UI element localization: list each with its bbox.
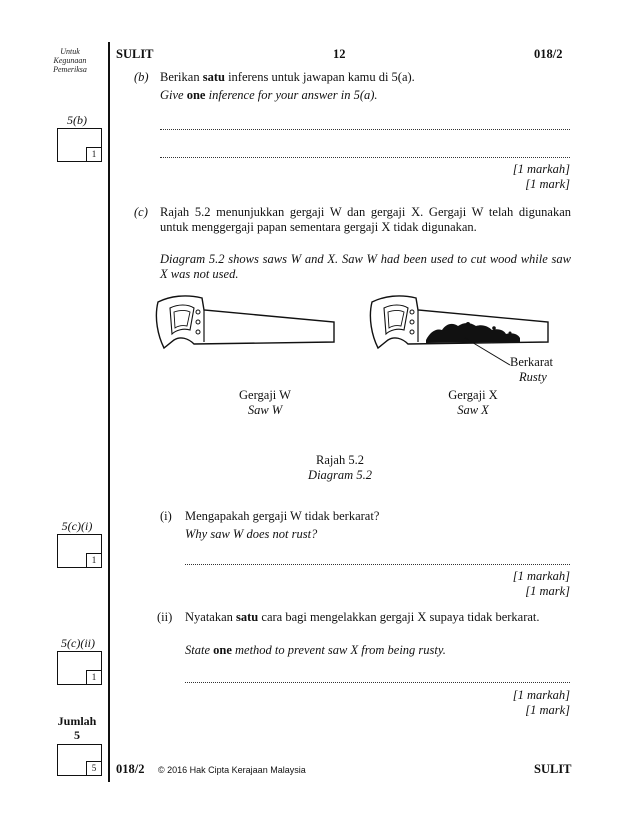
diagram-caption-english: Diagram 5.2	[308, 468, 372, 482]
paper-code: 018/2	[534, 47, 563, 61]
footer-copyright: © 2016 Hak Cipta Kerajaan Malaysia	[158, 765, 306, 775]
part-b-label: (b)	[134, 70, 149, 84]
q5cii-max-mark: 1	[86, 670, 101, 684]
q5b-max-mark: 1	[86, 147, 101, 161]
part-b-english-bold: one	[186, 88, 206, 102]
part-b-marks-malay: [1 markah]	[512, 162, 570, 176]
saw-w-label-malay: Gergaji W	[239, 388, 291, 402]
part-b-malay	[160, 70, 415, 85]
part-ci-english: Why saw W does not rust?	[185, 527, 318, 541]
part-ci-label: (i)	[160, 509, 172, 523]
examiner-use-line: Pemeriksa	[53, 65, 87, 74]
part-cii-malay-post: cara bagi mengelakkan gergaji X supaya tidak berkarat.	[258, 610, 540, 624]
q5cii-mark-box	[57, 651, 102, 685]
saw-x-label-english: Saw X	[457, 403, 489, 417]
part-b-english-post: inference for your answer in 5(a).	[205, 88, 378, 102]
part-b-english	[160, 88, 378, 103]
part-cii-answer-line[interactable]	[185, 682, 570, 683]
jumlah-max-mark: 5	[86, 761, 101, 775]
part-b-answer-line[interactable]	[160, 129, 570, 130]
part-b-malay-bold: satu	[202, 70, 225, 84]
part-cii-english-post: method to prevent saw X from being rusty.	[231, 643, 446, 657]
part-b-malay-pre: Berikan	[160, 70, 203, 84]
rust-label-malay: Berkarat	[510, 355, 554, 369]
saw-diagram	[150, 288, 570, 388]
part-c-english: Diagram 5.2 shows saws W and X. Saw W had been used to cut wood while saw X was not used.	[160, 252, 571, 281]
part-cii-english-bold: one	[213, 643, 232, 657]
part-cii-marks-malay: [1 markah]	[512, 688, 570, 702]
margin-divider	[108, 42, 110, 782]
part-b-answer-line[interactable]	[160, 157, 570, 158]
header-sulit: SULIT	[116, 47, 154, 61]
part-b-malay-post: inferens untuk jawapan kamu di 5(a).	[224, 70, 415, 84]
q5ci-max-mark: 1	[86, 553, 101, 567]
page-number: 12	[333, 47, 346, 61]
examiner-use-line: Kegunaan	[53, 56, 87, 65]
examiner-use-line: Untuk	[60, 47, 80, 56]
part-ci-marks-english: [1 mark]	[525, 584, 570, 598]
q5ci-mark-box	[57, 534, 102, 568]
part-cii-malay	[185, 610, 571, 625]
part-b-marks-english: [1 mark]	[525, 177, 570, 191]
part-cii-english	[185, 643, 446, 658]
part-cii-english-pre: State	[185, 643, 214, 657]
part-ci-malay: Mengapakah gergaji W tidak berkarat?	[185, 509, 380, 523]
jumlah-mark-box	[57, 744, 102, 776]
footer-code: 018/2	[116, 762, 145, 776]
part-c-malay: Rajah 5.2 menunjukkan gergaji W dan gergaji X. Gergaji W telah digunakan untuk menggergaji papan sementara gergaji X tidak digunakan.	[160, 205, 571, 234]
part-ci-answer-line[interactable]	[185, 564, 570, 565]
part-b-english-pre: Give	[160, 88, 187, 102]
part-cii-label: (ii)	[157, 610, 173, 624]
saw-w-label-english: Saw W	[247, 403, 283, 417]
q5cii-margin-label: 5(c)(ii)	[61, 636, 95, 650]
jumlah-value: 5	[74, 728, 80, 742]
part-cii-malay-bold: satu	[236, 610, 259, 624]
part-c-label: (c)	[134, 205, 148, 219]
part-cii-marks-english: [1 mark]	[525, 703, 570, 717]
q5b-mark-box	[57, 128, 102, 162]
q5b-margin-label: 5(b)	[67, 113, 87, 127]
examiner-use-label	[40, 47, 100, 74]
q5ci-margin-label: 5(c)(i)	[61, 519, 93, 533]
saw-x-label-malay: Gergaji X	[448, 388, 498, 402]
rust-label-english: Rusty	[519, 370, 547, 384]
part-ci-marks-malay: [1 markah]	[512, 569, 570, 583]
footer-sulit: SULIT	[534, 762, 572, 776]
part-cii-malay-pre: Nyatakan	[185, 610, 237, 624]
diagram-caption-malay: Rajah 5.2	[316, 453, 364, 467]
jumlah-label: Jumlah	[57, 714, 97, 728]
saw-w-drawing	[156, 296, 334, 348]
